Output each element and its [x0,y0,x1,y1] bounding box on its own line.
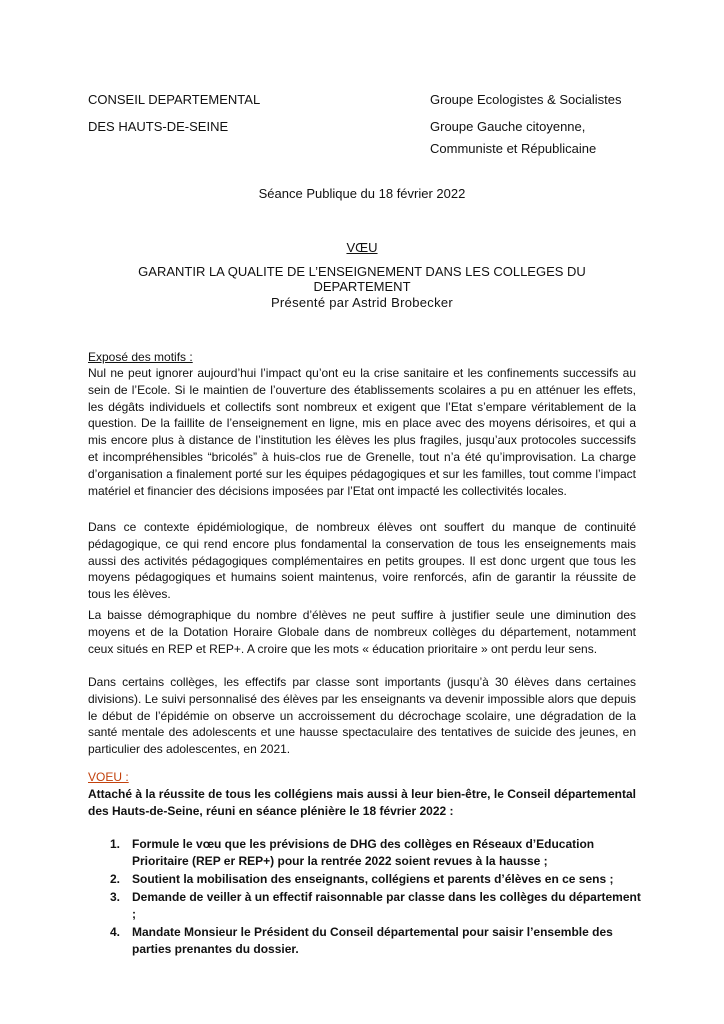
header-right [430,86,660,158]
voeu-heading: VŒU [346,240,378,255]
motifs-paragraph-2: Dans ce contexte épidémiologique, de nombreux élèves ont souffert du manque de continuité pédagogique, ce qui rend encore plus fondamental la conservation de tous les enseignements mais aussi des activités pédagogiques complémentaires en petits groupes. Il est donc urgent que tous les moyens pédagogiques et humains soient maintenus, voire renforcés, afin de garantir la réussite de tous les élèves. [88,520,636,602]
voeu-list [102,836,642,959]
council-name: CONSEIL DEPARTEMENTAL [88,92,261,107]
presenter-line: Présenté par Astrid Brobecker [270,295,454,310]
list-number: 4. [110,925,121,939]
council-department: DES HAUTS-DE-SEINE [88,119,229,134]
list-text: Demande de veiller à un effectif raisonnable par classe dans les collèges du département ; [132,890,641,921]
document-title: GARANTIR LA QUALITE DE L’ENSEIGNEMENT DANS LES COLLEGES DU DEPARTEMENT [138,264,586,294]
list-item [102,836,642,870]
list-text: Soutient la mobilisation des enseignants, collégiens et parents d’élèves en ce sens ; [132,872,614,886]
voeu-section-label: VOEU : [88,770,129,784]
session-date: Séance Publique du 18 février 2022 [258,186,466,201]
motifs-paragraph-1: Nul ne peut ignorer aujourd’hui l’impact qu’ont eu la crise sanitaire et les confinements successifs au sein de l’Ecole. Si le maintien de l’ouverture des établissements scolaires a pu en atténuer les effets, les dégâts individuels et collectifs sont nombreux et exigent que l’Etat s’empare véritablement de la question. De la faillite de l’enseignement en ligne, mis en place avec des moyens dérisoires, et qui a mis encore plus à distance de l’institution les élèves les plus fragiles, jusqu’aux protocoles successifs et incompréhensibles “bricolés” à huis-clos rue de Grenelle, tout n’a été qu’improvisation. La charge d’organisation a finalement porté sur les équipes pédagogiques et sur les familles, tout comme l’impact matériel et financier des décisions imposées par l’Etat ont impacté les collectivités locales. [88,366,636,498]
list-item [102,924,642,958]
motifs-paragraph-4: Dans certains collèges, les effectifs par classe sont importants (jusqu’à 30 élèves dans certaines divisions). Le suivi personnalisé des élèves par les enseignants va devenir impossible alors que depuis le début de l’épidémie on observe un accroissement du décrochage scolaire, une dégradation de la santé mentale des adolescents et une hausse spectaculaire des tentatives de suicide des jeunes, en particulier des adolescentes, en 2021. [88,675,636,757]
group-name-3: Communiste et Républicaine [430,141,597,156]
voeu-intro: Attaché à la réussite de tous les collégiens mais aussi à leur bien-être, le Conseil départemental des Hauts-de-Seine, réuni en séance plénière le 18 février 2022 : [88,787,636,818]
group-name-1: Groupe Ecologistes & Socialistes [430,92,622,107]
list-number: 1. [110,837,121,851]
list-text: Formule le vœu que les prévisions de DHG des collèges en Réseaux d’Education Prioritaire (REP er REP+) pour la rentrée 2022 soient revues à la hausse ; [132,837,595,868]
list-text: Mandate Monsieur le Président du Conseil départemental pour saisir l’ensemble des parties prenantes du dossier. [132,925,613,956]
motifs-heading: Exposé des motifs : [88,350,193,364]
list-number: 3. [110,890,121,904]
list-item [102,871,642,888]
group-name-2: Groupe Gauche citoyenne, [430,119,586,134]
list-item [102,889,642,923]
header-left [88,86,260,140]
motifs-paragraph-3: La baisse démographique du nombre d’élèves ne peut suffire à justifier seule une diminution des moyens et de la Dotation Horaire Globale dans de nombreux collèges du département, notamment ceux situés en REP et REP+. A croire que les mots « éducation prioritaire » ont perdu leur sens. [88,608,636,656]
list-number: 2. [110,872,121,886]
